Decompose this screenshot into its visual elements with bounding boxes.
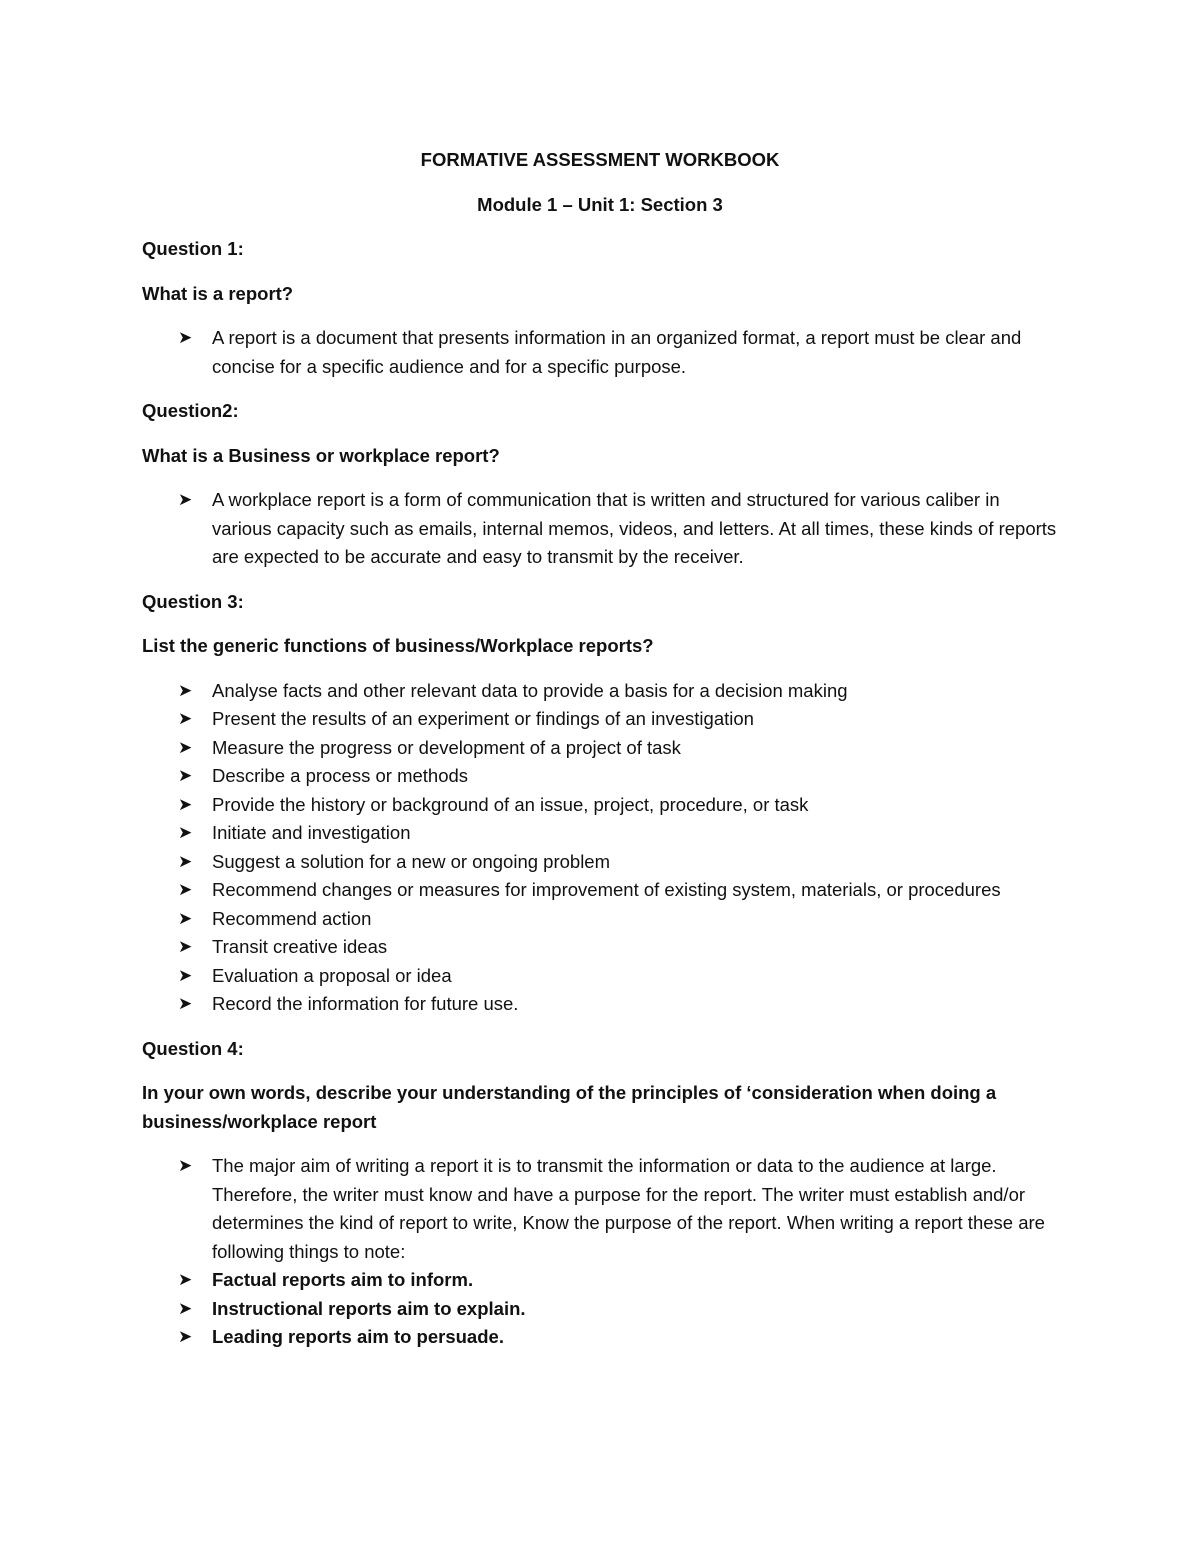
answer-item [142, 677, 1062, 706]
question-3-label: Question 3: [142, 590, 244, 612]
answer-text: Factual reports aim to inform. [212, 1269, 474, 1290]
arrow-bullet-icon: ➤ [178, 680, 193, 700]
arrow-bullet-icon: ➤ [178, 1298, 193, 1318]
answer-text: A report is a document that presents information in an organized format, a report must be clear and concise for a specific audience and for a specific purpose. [212, 327, 1022, 377]
answer-item [142, 1266, 1062, 1295]
arrow-bullet-icon: ➤ [178, 737, 193, 757]
arrow-bullet-icon: ➤ [178, 794, 193, 814]
answer-text: Present the results of an experiment or findings of an investigation [212, 708, 754, 729]
answer-text: Recommend action [212, 907, 372, 929]
answer-item [142, 848, 1062, 877]
arrow-bullet-icon: ➤ [178, 823, 193, 842]
arrow-bullet-icon: ➤ [178, 880, 193, 899]
answer-text: The major aim of writing a report it is to transmit the information or data to the audience at large. Therefore, the writer must know and have a purpose for the report. The writer must establish and/or determines the kind of report to write, Know the purpose of the report. When writing a report these are following things to note: [212, 1155, 1045, 1262]
arrow-bullet-icon: ➤ [178, 908, 193, 928]
document-subtitle: Module 1 – Unit 1: Section 3 [477, 193, 723, 215]
answer-text: Provide the history or background of an issue, project, procedure, or task [212, 793, 809, 815]
document-title: FORMATIVE ASSESSMENT WORKBOOK [420, 149, 780, 170]
answer-text: Measure the progress or development of a project of task [212, 736, 681, 758]
answer-item [142, 819, 1062, 848]
answer-item [142, 933, 1062, 962]
answer-item [142, 905, 1062, 934]
question-4-label: Question 4: [142, 1037, 244, 1059]
answer-item [142, 486, 1062, 572]
question-3-text: List the generic functions of business/Workplace reports? [142, 635, 654, 656]
answer-item [142, 734, 1062, 763]
answer-item [142, 762, 1062, 791]
question-1-label: Question 1: [142, 238, 244, 259]
answer-item [142, 791, 1062, 820]
arrow-bullet-icon: ➤ [178, 937, 193, 956]
question-2-text: What is a Business or workplace report? [142, 444, 500, 466]
arrow-bullet-icon: ➤ [178, 1327, 193, 1346]
question-2-answers [142, 486, 1062, 572]
answer-text: Evaluation a proposal or idea [212, 964, 452, 986]
arrow-bullet-icon: ➤ [178, 994, 193, 1013]
answer-text: Transit creative ideas [212, 936, 388, 957]
answer-text: Leading reports aim to persuade. [212, 1326, 504, 1347]
answer-text: Recommend changes or measures for improvement of existing system, materials, or procedures [212, 879, 1001, 900]
arrow-bullet-icon: ➤ [178, 709, 193, 728]
answer-text: Analyse facts and other relevant data to provide a basis for a decision making [212, 679, 848, 701]
answer-item [142, 1152, 1062, 1266]
answer-item [142, 705, 1062, 734]
question-1-answers [142, 324, 1062, 381]
answer-text: Instructional reports aim to explain. [212, 1297, 526, 1319]
question-1-text: What is a report? [142, 282, 294, 304]
arrow-bullet-icon: ➤ [178, 1156, 193, 1175]
answer-item [142, 990, 1062, 1019]
answer-item [142, 1295, 1062, 1324]
arrow-bullet-icon: ➤ [178, 766, 193, 785]
answer-text: Suggest a solution for a new or ongoing problem [212, 850, 611, 872]
answer-text: Describe a process or methods [212, 765, 469, 786]
answer-item [142, 876, 1062, 905]
answer-item [142, 962, 1062, 991]
answer-text: Initiate and investigation [212, 822, 411, 843]
arrow-bullet-icon: ➤ [178, 851, 193, 871]
answer-item [142, 1323, 1062, 1352]
arrow-bullet-icon: ➤ [178, 1270, 193, 1289]
answer-text: A workplace report is a form of communication that is written and structured for various caliber in various capacity such as emails, internal memos, videos, and letters. At all times, these kinds of reports are expected to be accurate and easy to transmit by the receiver. [212, 489, 1057, 567]
question-3-answers [142, 677, 1062, 1019]
question-4-answers [142, 1152, 1062, 1352]
arrow-bullet-icon: ➤ [178, 490, 193, 509]
question-4-text: In your own words, describe your understanding of the principles of ‘consideration when doing a business/workplace report [142, 1082, 997, 1132]
document-body [142, 146, 1062, 1368]
question-2-label: Question2: [142, 400, 239, 421]
answer-item [142, 324, 1062, 381]
arrow-bullet-icon: ➤ [178, 965, 193, 985]
arrow-bullet-icon: ➤ [178, 328, 193, 347]
answer-text: Record the information for future use. [212, 993, 519, 1014]
